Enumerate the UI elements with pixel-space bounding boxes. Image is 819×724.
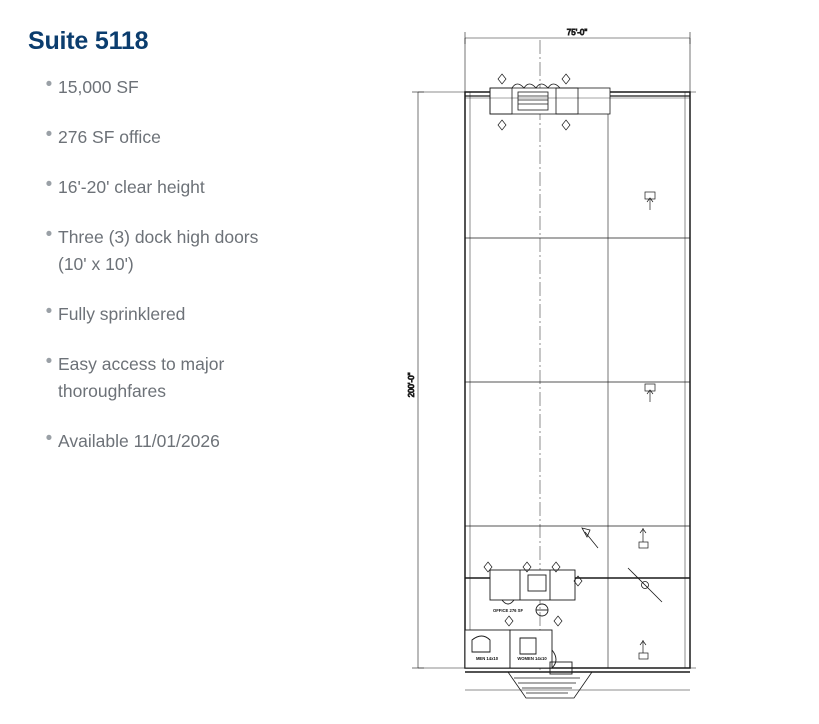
list-item bbox=[28, 124, 368, 151]
bullet-icon: • bbox=[45, 350, 53, 372]
suite-info-panel bbox=[28, 28, 368, 478]
feature-label: 16'-20' clear height bbox=[58, 176, 205, 197]
room-label-women: WOMEN 14x10 bbox=[517, 656, 547, 661]
diagonal-details bbox=[582, 528, 662, 602]
front-office-block bbox=[490, 84, 610, 114]
depth-dimension bbox=[412, 92, 465, 668]
list-item bbox=[28, 351, 368, 405]
bullet-icon: • bbox=[45, 73, 53, 95]
feature-list bbox=[28, 74, 368, 455]
list-item bbox=[28, 428, 368, 455]
feature-label: Available 11/01/2026 bbox=[58, 430, 220, 451]
list-item bbox=[28, 174, 368, 201]
depth-dimension-label: 200'-0" bbox=[407, 372, 416, 398]
width-dimension bbox=[465, 32, 690, 92]
feature-label: Easy access to major thoroughfares bbox=[58, 353, 225, 401]
feature-label: Three (3) dock high doors (10' x 10') bbox=[58, 226, 259, 274]
feature-label: 276 SF office bbox=[58, 126, 161, 147]
width-dimension-label: 75'-0" bbox=[566, 28, 588, 37]
bullet-icon: • bbox=[45, 173, 53, 195]
list-item bbox=[28, 74, 368, 101]
floorplan-drawing bbox=[390, 10, 810, 710]
feature-label: Fully sprinklered bbox=[58, 303, 186, 324]
room-label-office: OFFICE 276 SF bbox=[492, 608, 524, 613]
room-label-men: MEN 14x10 bbox=[475, 656, 499, 661]
page-title: Suite 5118 bbox=[28, 27, 149, 55]
list-item bbox=[28, 301, 368, 328]
bullet-icon: • bbox=[45, 123, 53, 145]
bottom-dock bbox=[465, 672, 690, 710]
bullet-icon: • bbox=[45, 300, 53, 322]
bullet-icon: • bbox=[45, 427, 53, 449]
list-item bbox=[28, 224, 368, 278]
bullet-icon: • bbox=[45, 223, 53, 245]
fixture-symbols bbox=[639, 192, 655, 659]
feature-label: 15,000 SF bbox=[58, 76, 139, 97]
